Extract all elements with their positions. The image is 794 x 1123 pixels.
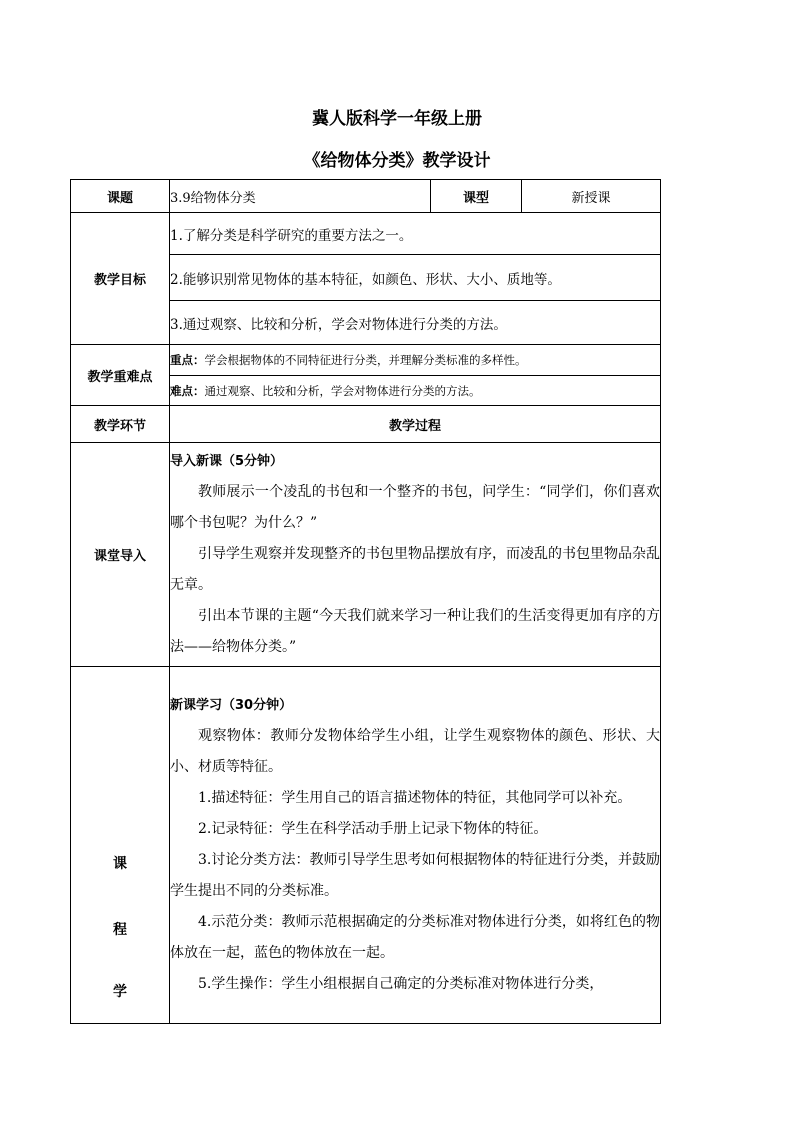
label-char: 学 <box>113 984 127 1000</box>
topic-row <box>71 180 661 213</box>
new-lesson-paragraph: 观察物体：教师分发物体给学生小组，让学生观察物体的颜色、形状、大小、材质等特征。 <box>170 728 660 775</box>
type-value: 新授课 <box>522 180 661 213</box>
stage-header: 教学环节 <box>71 406 170 443</box>
intro-paragraph: 引出本节课的主题“今天我们就来学习一种让我们的生活变得更加有序的方法——给物体分类。” <box>170 608 660 655</box>
document-title: 冀人版科学一年级上册 <box>312 109 482 129</box>
new-lesson-label-cell <box>71 667 170 1024</box>
key-points-label: 教学重难点 <box>71 345 170 406</box>
new-lesson-label <box>71 667 169 1023</box>
difficult-point-cell <box>170 376 661 406</box>
new-lesson-paragraph: 1.描述特征：学生用自己的语言描述物体的特征，其他同学可以补充。 <box>198 790 632 806</box>
key-point-label: 重点： <box>170 353 205 367</box>
intro-paragraph: 引导学生观察并发现整齐的书包里物品摆放有序，而凌乱的书包里物品杂乱无章。 <box>170 546 660 593</box>
intro-label: 课堂导入 <box>71 443 170 667</box>
new-lesson-paragraph: 4.示范分类：教师示范根据确定的分类标准对物体进行分类，如将红色的物体放在一起，蓝色的物体放在一起。 <box>170 914 660 961</box>
lesson-plan-table <box>70 179 661 1024</box>
document-subtitle: 《给物体分类》教学设计 <box>303 151 491 171</box>
difficult-point-label: 难点： <box>170 383 205 398</box>
intro-paragraph: 教师展示一个凌乱的书包和一个整齐的书包，问学生：“同学们，你们喜欢哪个书包呢？为什么？” <box>170 484 660 531</box>
new-lesson-paragraph: 5.学生操作：学生小组根据自己确定的分类标准对物体进行分类， <box>198 976 604 992</box>
topic-label: 课题 <box>71 180 170 213</box>
goal-row-1 <box>71 213 661 255</box>
label-char: 程 <box>113 922 127 938</box>
process-header: 教学过程 <box>170 406 661 443</box>
key-point-cell <box>170 345 661 376</box>
new-lesson-paragraph: 2.记录特征：学生在科学活动手册上记录下物体的特征。 <box>198 821 548 837</box>
goal-item: 1.了解分类是科学研究的重要方法之一。 <box>170 213 661 255</box>
topic-value: 3.9给物体分类 <box>170 180 431 213</box>
process-header-row <box>71 406 661 443</box>
label-char: 课 <box>113 856 127 872</box>
intro-content <box>170 443 661 667</box>
goal-item: 3.通过观察、比较和分析，学会对物体进行分类的方法。 <box>170 301 661 345</box>
type-label: 课型 <box>431 180 522 213</box>
goals-label: 教学目标 <box>71 213 170 345</box>
difficult-point-text: 通过观察、比较和分析，学会对物体进行分类的方法。 <box>204 383 481 398</box>
new-lesson-row <box>71 667 661 1024</box>
intro-row <box>71 443 661 667</box>
key-point-row <box>71 345 661 376</box>
new-lesson-heading: 新课学习（30分钟） <box>170 698 293 713</box>
intro-heading: 导入新课（5分钟） <box>170 454 284 469</box>
new-lesson-content <box>170 667 661 1024</box>
goal-item: 2.能够识别常见物体的基本特征，如颜色、形状、大小、质地等。 <box>170 255 661 301</box>
new-lesson-paragraph: 3.讨论分类方法：教师引导学生思考如何根据物体的特征进行分类，并鼓励学生提出不同的分类标准。 <box>170 852 660 899</box>
key-point-text: 学会根据物体的不同特征进行分类，并理解分类标准的多样性。 <box>204 353 527 367</box>
